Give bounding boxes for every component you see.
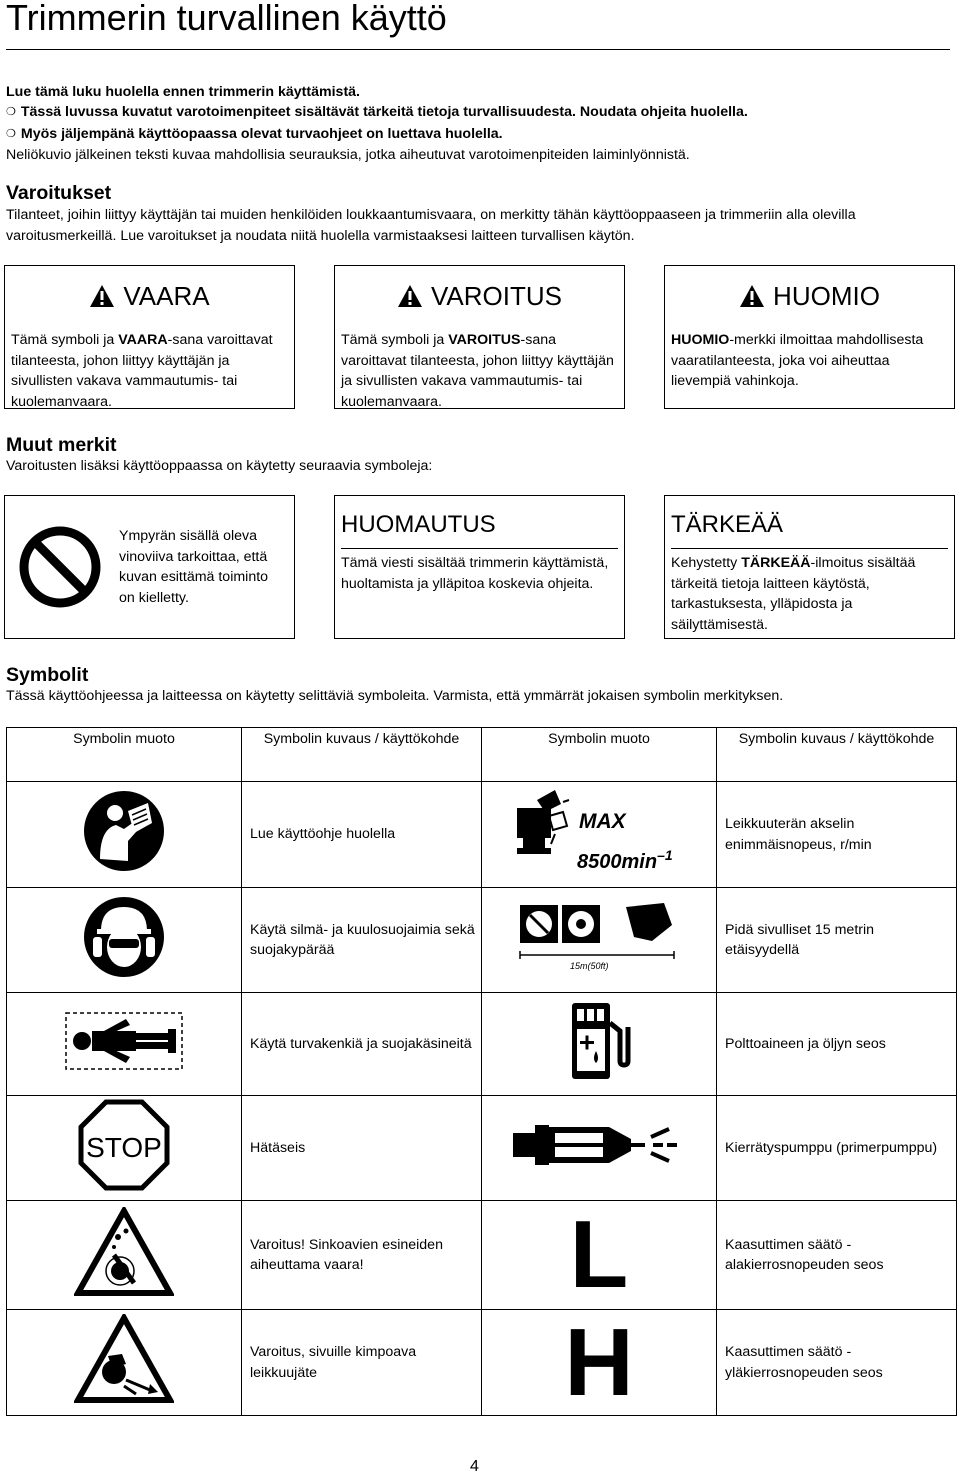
warning-box — [334, 265, 625, 409]
rpm-label: $8500\min^{-1}$ — [577, 847, 673, 874]
fuel-oil-mix-icon — [482, 993, 717, 1096]
warning-label: VAROITUS — [431, 280, 562, 311]
symbol-desc: Varoitus, sivuille kimpoava leikkuujäte — [242, 1310, 482, 1416]
symbol-desc: Lue käyttöohje huolella — [242, 782, 482, 888]
table-header-row — [7, 728, 957, 782]
carburetor-high-icon — [482, 1310, 717, 1416]
read-manual-icon — [7, 782, 242, 888]
danger-text: Tämä symboli ja VAARA-sana varoittavat tilanteesta, johon liittyy käyttäjän ja sivullisten vakava vammautumis- tai kuolemanvaara. — [11, 332, 273, 410]
symbol-desc: Käytä turvakenkiä ja suojakäsineitä — [242, 993, 482, 1096]
primer-pump-icon — [482, 1096, 717, 1201]
col-header-form: Symbolin muoto — [7, 728, 242, 782]
caution-text: HUOMIO-merkki ilmoittaa mahdollisesta vaaratilanteesta, joka voi aiheuttaa lievempiä vahinkoja. — [671, 332, 924, 389]
warning-triangle-icon — [397, 284, 423, 308]
stop-icon — [7, 1096, 242, 1201]
danger-header — [5, 280, 294, 312]
intro — [6, 82, 956, 166]
caution-box — [664, 265, 955, 409]
warnings-heading: Varoitukset — [6, 182, 112, 204]
symbol-desc: Käytä silmä- ja kuulosuojaimia sekä suojakypärää — [242, 888, 482, 993]
danger-box — [4, 265, 295, 409]
caution-header — [665, 280, 954, 312]
warning-triangle-icon — [739, 284, 765, 308]
symbol-desc: Kierrätyspumppu (primerpumppu) — [717, 1096, 957, 1201]
symbol-desc: Leikkuuterän akselin enimmäisnopeus, r/min — [717, 782, 957, 888]
table-row — [7, 993, 957, 1096]
page-number: 4 — [470, 1458, 479, 1475]
symbol-desc: Varoitus! Sinkoavien esineiden aiheuttama vaara! — [242, 1201, 482, 1310]
col-header-desc: Symbolin kuvaus / käyttökohde — [242, 728, 482, 782]
warning-triangle-icon — [89, 284, 115, 308]
bystanders-distance-icon — [482, 888, 717, 993]
symbols-heading: Symbolit — [6, 664, 89, 686]
warning-text: Tämä symboli ja VAROITUS-sana varoittavat tilanteesta, johon liittyy käyttäjän ja sivullisten vakava vammautumis- tai kuolemanvaara. — [341, 332, 614, 410]
symbol-desc: Kaasuttimen säätö - yläkierrosnopeuden seos — [717, 1310, 957, 1416]
other-signs-heading: Muut merkit — [6, 434, 117, 456]
important-text: Kehystetty TÄRKEÄÄ-ilmoitus sisältää tärkeitä tietoja laitteen käytöstä, tarkastuksesta, ylläpidosta ja säilyttämisestä. — [671, 555, 916, 633]
page-title: Trimmerin turvallinen käyttö — [6, 0, 447, 38]
debris-warning-icon — [7, 1310, 242, 1416]
table-row — [7, 888, 957, 993]
prohibition-icon — [17, 524, 103, 610]
important-divider — [671, 548, 948, 549]
max-label: MAX — [579, 810, 626, 834]
symbol-desc: Hätäseis — [242, 1096, 482, 1201]
symbol-desc: Pidä sivulliset 15 metrin etäisyydellä — [717, 888, 957, 993]
eye-ear-head-protection-icon — [7, 888, 242, 993]
col-header-form: Symbolin muoto — [482, 728, 717, 782]
warning-header — [335, 280, 624, 312]
symbols-table — [6, 727, 957, 1416]
table-row — [7, 782, 957, 888]
important-box — [664, 495, 955, 639]
title-divider — [6, 49, 950, 50]
boots-gloves-icon — [7, 993, 242, 1096]
danger-label: VAARA — [123, 280, 210, 311]
letter-h: H — [564, 1308, 634, 1416]
intro-line-1: Lue tämä luku huolella ennen trimmerin käyttämistä. — [6, 84, 360, 100]
notice-divider — [341, 548, 618, 549]
stop-label: STOP — [86, 1131, 162, 1163]
other-signs-text: Varoitusten lisäksi käyttöoppaassa on käytetty seuraavia symboleja: — [6, 458, 433, 474]
symbol-desc: Kaasuttimen säätö - alakierrosnopeuden seos — [717, 1201, 957, 1310]
important-title: TÄRKEÄÄ — [671, 511, 784, 538]
intro-bullet-2: ❍ Myös jäljempänä käyttöopaassa olevat turvaohjeet on luettava huolella. — [6, 124, 956, 145]
notice-title: HUOMAUTUS — [341, 511, 496, 538]
notice-text: Tämä viesti sisältää trimmerin käyttämistä, huoltamista ja ylläpitoa koskevia ohjeita. — [341, 555, 609, 592]
notice-box — [334, 495, 625, 639]
table-row — [7, 1201, 957, 1310]
intro-line-4: Neliökuvio jälkeinen teksti kuvaa mahdollisia seurauksia, jotka aiheutuvat varotoimenpiteiden laiminlyönnistä. — [6, 147, 690, 164]
symbol-desc: Polttoaineen ja öljyn seos — [717, 993, 957, 1096]
symbols-text: Tässä käyttöohjeessa ja laitteessa on käytetty selittäviä symboleita. Varmista, että ymmärrät jokaisen symbolin merkityksen. — [6, 688, 784, 704]
table-row — [7, 1310, 957, 1416]
carburetor-low-icon — [482, 1201, 717, 1310]
flying-objects-warning-icon — [7, 1201, 242, 1310]
col-header-desc: Symbolin kuvaus / käyttökohde — [717, 728, 957, 782]
distance-label: 15m(50ft) — [570, 960, 609, 971]
intro-bullet-1: ❍ Tässä luvussa kuvatut varotoimenpiteet sisältävät tärkeitä tietoja turvallisuudesta. Noudata ohjeita huolella. — [6, 102, 956, 123]
table-row — [7, 1096, 957, 1201]
prohibition-text: Ympyrän sisällä oleva vinoviiva tarkoittaa, että kuvan esittämä toiminto on kielletty. — [119, 528, 269, 606]
caution-label: HUOMIO — [773, 280, 880, 311]
letter-l: L — [569, 1201, 629, 1308]
max-speed-icon — [482, 782, 717, 888]
warnings-text: Tilanteet, joihin liittyy käyttäjän tai muiden henkilöiden loukkaantumisvaara, on merkitty tähän käyttöoppaaseen ja trimmeriin alla olevilla varoitusmerkeillä. Lue varoitukset ja noudata niitä huolella varmistaaksesi laitteen turvallisen käytön. — [6, 207, 856, 244]
prohibition-box — [4, 495, 295, 639]
